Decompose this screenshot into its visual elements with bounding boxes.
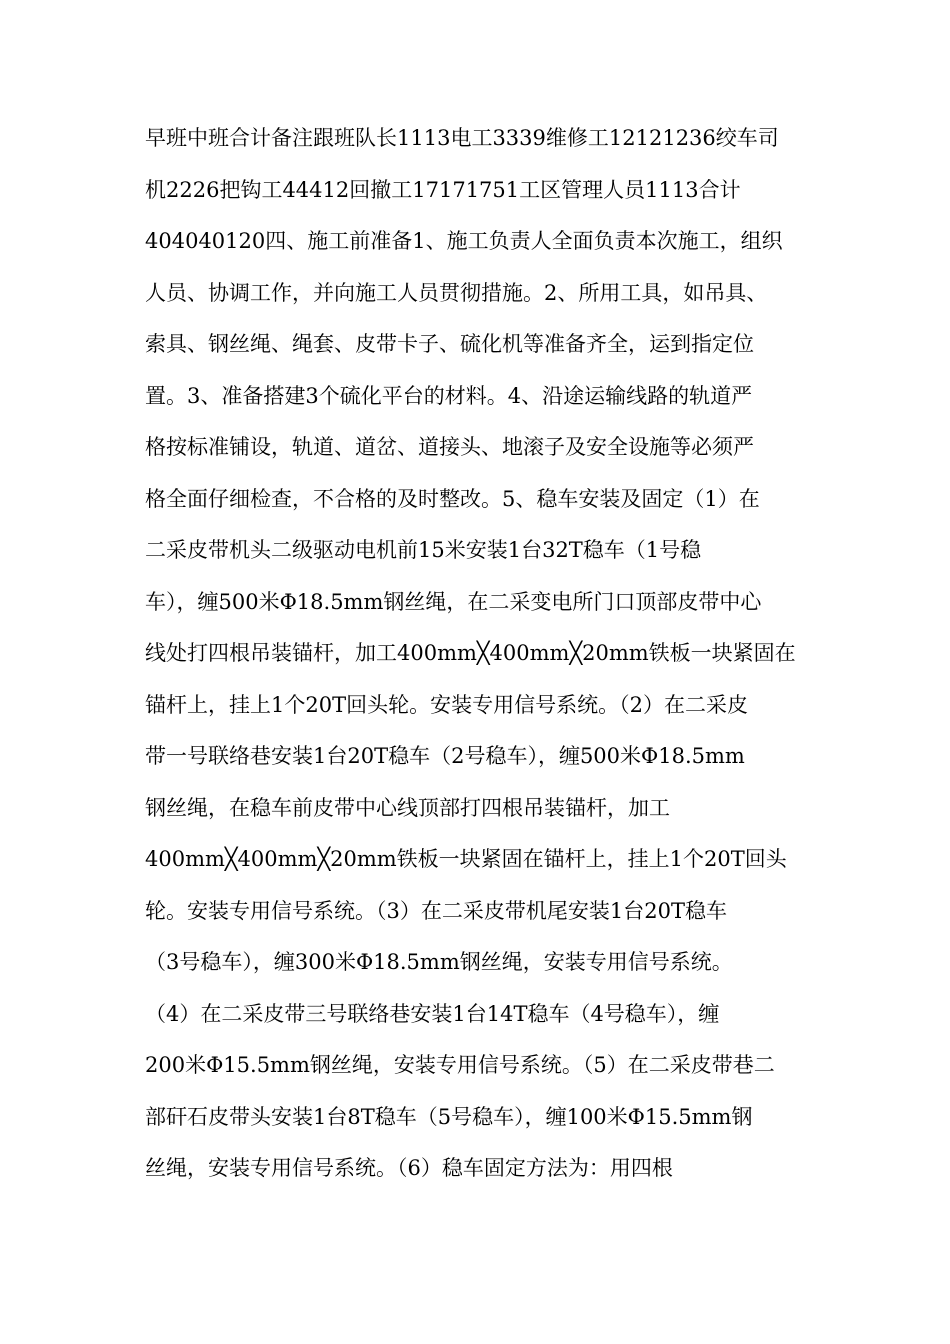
text-line-9: 二采皮带机头二级驱动电机前15米安装1台32T稳车（1号稳: [145, 538, 702, 562]
text-line-3: 404040120四、施工前准备1、施工负责人全面负责本次施工，组织: [145, 229, 783, 253]
text-line-17: （3号稳车），缠300米Φ18.5mm钢丝绳，安装专用信号系统。: [145, 950, 733, 974]
text-line-12: 锚杆上，挂上1个20T回头轮。安装专用信号系统。（2）在二采皮: [145, 692, 748, 717]
text-line-13: 带一号联络巷安装1台20T稳车（2号稳车），缠500米Φ18.5mm: [145, 744, 745, 768]
text-line-6: 置。3、准备搭建3个硫化平台的材料。4、沿途运输线路的轨道严: [145, 383, 753, 408]
text-line-8: 格全面仔细检查，不合格的及时整改。5、稳车安装及固定（1）在: [145, 486, 760, 511]
body-text: [145, 116, 825, 1198]
text-line-15: 400mm╳400mm╳20mm铁板一块紧固在锚杆上，挂上1个20T回头: [145, 847, 787, 871]
text-line-20: 部矸石皮带头安装1台8T稳车（5号稳车），缠100米Φ15.5mm钢: [145, 1104, 753, 1129]
text-line-18: （4）在二采皮带三号联络巷安装1台14T稳车（4号稳车），缠: [145, 1001, 720, 1026]
text-line-16: 轮。安装专用信号系统。（3）在二采皮带机尾安装1台20T稳车: [145, 898, 727, 923]
text-line-2: 机2226把钩工44412回撤工17171751工区管理人员1113合计: [145, 177, 741, 202]
text-line-1: 早班中班合计备注跟班队长1113电工3339维修工12121236绞车司: [145, 126, 779, 150]
text-line-10: 车），缠500米Φ18.5mm钢丝绳，在二采变电所门口顶部皮带中心: [145, 589, 762, 614]
text-line-11: 线处打四根吊装锚杆，加工400mm╳400mm╳20mm铁板一块紧固在: [145, 641, 796, 665]
text-line-4: 人员、协调工作，并向施工人员贯彻措施。2、所用工具，如吊具、: [145, 280, 768, 305]
text-line-14: 钢丝绳，在稳车前皮带中心线顶部打四根吊装锚杆，加工: [145, 795, 670, 820]
text-line-21: 丝绳，安装专用信号系统。（6）稳车固定方法为：用四根: [145, 1156, 673, 1180]
text-line-7: 格按标准铺设，轨道、道岔、道接头、地滚子及安全设施等必须严: [145, 435, 754, 459]
text-line-5: 索具、钢丝绳、绳套、皮带卡子、硫化机等准备齐全，运到指定位: [145, 332, 754, 356]
text-line-19: 200米Φ15.5mm钢丝绳，安装专用信号系统。（5）在二采皮带巷二: [145, 1053, 775, 1077]
